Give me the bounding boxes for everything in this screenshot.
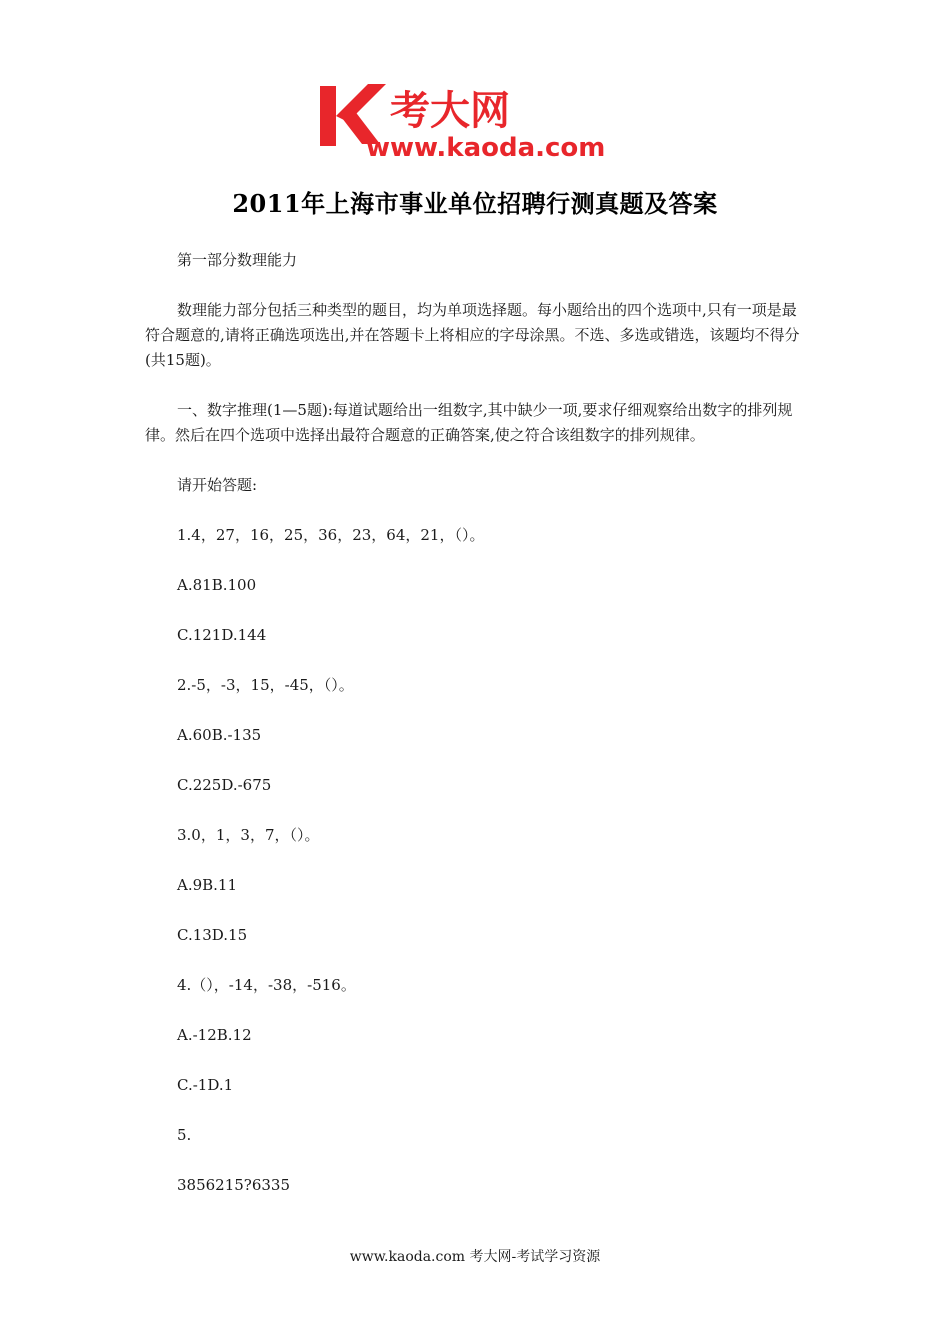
section-heading: 第一部分数理能力 [177,251,298,269]
section-description: 一、数字推理(1—5题):每道试题给出一组数字,其中缺少一项,要求仔细观察给出数字的排列规律。然后在四个选项中选择出最符合题意的正确答案,使之符合该组数字的排列规律。 [145,401,793,444]
question-4: 4.（），-14，-38，-516。 [177,976,356,994]
document-body [145,248,807,1223]
question-2: 2.-5，-3，15，-45，（）。 [177,676,354,694]
question-4-options-ab: A.-12B.12 [177,1026,252,1044]
question-5-sequence: 3856215?6335 [177,1176,291,1194]
question-1: 1.4，27，16，25，36，23，64，21，（）。 [177,526,485,544]
start-prompt: 请开始答题: [177,476,258,494]
kaoda-logo [318,80,638,160]
question-3: 3.0，1，3，7，（）。 [177,826,320,844]
document-title: 2011年上海市事业单位招聘行测真题及答案 [232,189,718,218]
question-4-options-cd: C.-1D.1 [177,1076,234,1094]
question-3-options-ab: A.9B.11 [177,876,238,894]
logo-url-text: www.kaoda.com [366,133,606,160]
question-3-options-cd: C.13D.15 [177,926,248,944]
question-5: 5. [177,1126,192,1144]
logo-brand-text: 考大网 [390,88,510,134]
question-1-options-ab: A.81B.100 [177,576,257,594]
question-2-options-ab: A.60B.-135 [177,726,262,744]
kaoda-logo-graphic [318,80,638,160]
question-2-options-cd: C.225D.-675 [177,776,272,794]
instructions-paragraph: 数理能力部分包括三种类型的题目，均为单项选择题。每小题给出的四个选项中,只有一项是最符合题意的,请将正确选项选出,并在答题卡上将相应的字母涂黑。不选、多选或错选，该题均不得分(共15题)。 [145,301,800,369]
page-footer: www.kaoda.com 考大网-考试学习资源 [349,1249,601,1265]
question-1-options-cd: C.121D.144 [177,626,267,644]
